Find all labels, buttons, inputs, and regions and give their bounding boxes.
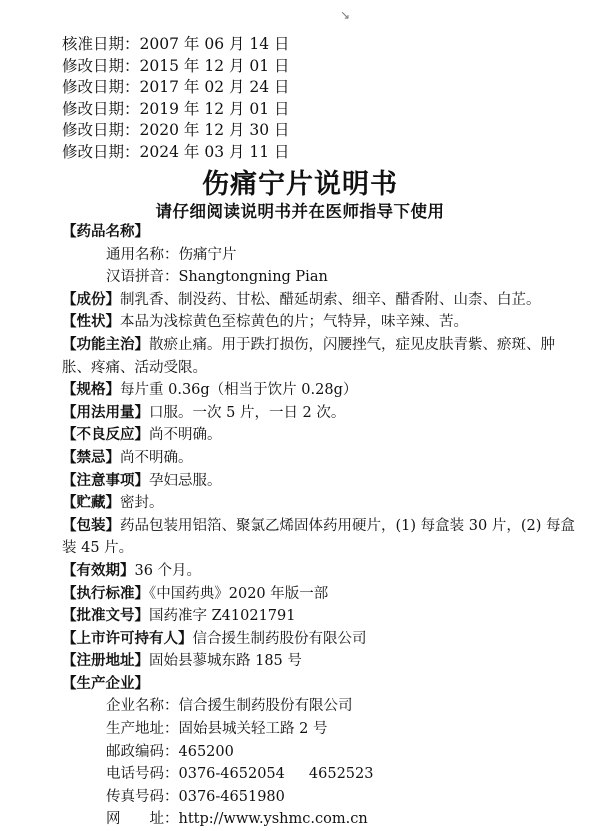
section-license-holder: 【上市许可持有人】信合援生制药股份有限公司 xyxy=(62,630,367,647)
website: 网 址：http://www.yshmc.com.cn xyxy=(106,811,368,828)
section-packaging: 【包装】药品包装用铝箔、聚氯乙烯固体药用硬片，(1) 每盒装 30 片，(2) 每盒装 45 片。 xyxy=(62,517,575,557)
company-name: 企业名称：信合援生制药股份有限公司 xyxy=(106,698,353,715)
revision-date: 修改日期：2019 年 12 月 01 日 xyxy=(62,99,290,118)
revision-dates xyxy=(62,34,290,163)
revision-date: 修改日期：2015 年 12 月 01 日 xyxy=(62,56,290,75)
section-adverse-reactions: 【不良反应】尚不明确。 xyxy=(62,427,222,444)
section-approval-number: 【批准文号】国药准字 Z41021791 xyxy=(62,608,296,625)
section-contraindications: 【禁忌】尚不明确。 xyxy=(62,449,193,466)
document-title: 伤痛宁片说明书 xyxy=(202,169,398,200)
revision-date: 修改日期：2024 年 03 月 11 日 xyxy=(62,142,290,161)
stray-mark: ↘ xyxy=(340,8,351,22)
document-subtitle: 请仔细阅读说明书并在医师指导下使用 xyxy=(155,202,445,221)
section-registered-address: 【注册地址】固始县蓼城东路 185 号 xyxy=(62,653,302,670)
section-properties: 【性状】本品为浅棕黄色至棕黄色的片；气特异，味辛辣、苦。 xyxy=(62,314,468,331)
section-storage: 【贮藏】密封。 xyxy=(62,495,164,512)
phone-number: 电话号码：0376-4652054 4652523 xyxy=(106,766,374,783)
section-ingredients: 【成份】制乳香、制没药、甘松、醋延胡索、细辛、醋香附、山柰、白芷。 xyxy=(62,291,541,308)
postcode: 邮政编码：465200 xyxy=(106,743,234,760)
pinyin-name: 汉语拼音：Shangtongning Pian xyxy=(106,269,328,286)
leaflet-body xyxy=(62,221,582,831)
section-specification: 【规格】每片重 0.36g（相当于饮片 0.28g） xyxy=(62,382,358,399)
section-standard: 【执行标准】《中国药典》2020 年版一部 xyxy=(62,585,329,602)
revision-date: 修改日期：2020 年 12 月 30 日 xyxy=(62,121,290,139)
production-address: 生产地址：固始县城关轻工路 2 号 xyxy=(106,721,328,738)
section-precautions: 【注意事项】孕妇忌服。 xyxy=(62,472,222,489)
section-drug-name: 【药品名称】 xyxy=(62,224,149,240)
generic-name: 通用名称：伤痛宁片 xyxy=(106,246,237,263)
approval-date: 核准日期：2007 年 06 月 14 日 xyxy=(62,35,290,53)
section-manufacturer: 【生产企业】 xyxy=(62,675,149,692)
section-validity: 【有效期】36 个月。 xyxy=(62,562,202,579)
section-indications: 【功能主治】散瘀止痛。用于跌打损伤，闪腰挫气，症见皮肤青紫、瘀斑、肿胀、疼痛、活动受限。 xyxy=(62,336,555,376)
section-dosage: 【用法用量】口服。一次 5 片，一日 2 次。 xyxy=(62,404,346,421)
fax-number: 传真号码：0376-4651980 xyxy=(106,788,285,805)
revision-date: 修改日期：2017 年 02 月 24 日 xyxy=(62,78,290,96)
